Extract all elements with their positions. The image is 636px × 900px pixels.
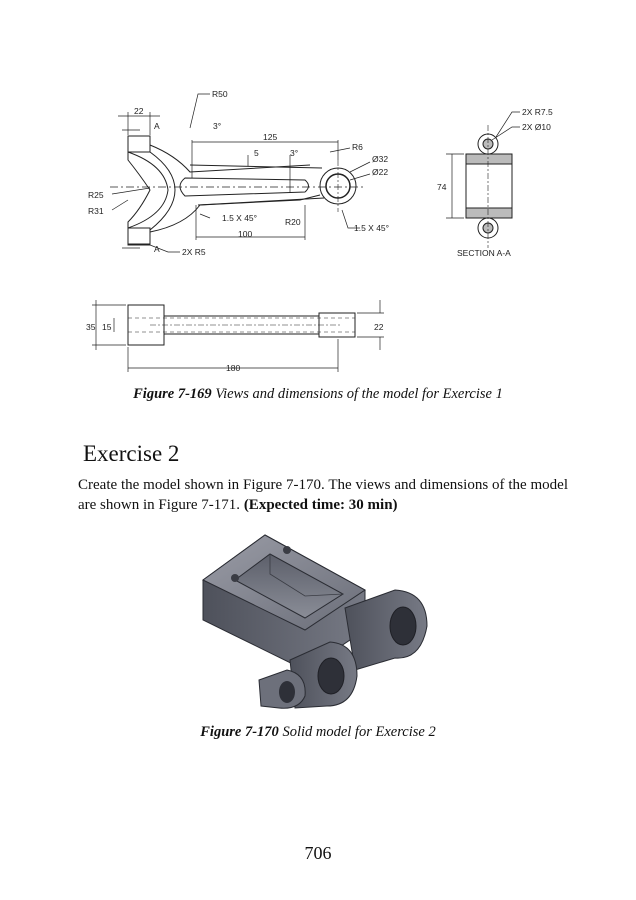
dim-a-top: A bbox=[154, 121, 160, 131]
dim-2x-dia10: 2X Ø10 bbox=[522, 122, 551, 132]
fork-arc-outer bbox=[128, 152, 168, 228]
dim-125: 125 bbox=[263, 132, 278, 142]
expected-time: (Expected time: 30 min) bbox=[243, 497, 398, 513]
side-right-block bbox=[319, 313, 355, 337]
section-top-hatch bbox=[466, 154, 512, 164]
model-front-lug-hole bbox=[318, 658, 344, 694]
dim-22-side: 22 bbox=[374, 322, 384, 332]
figure-7-169-drawing bbox=[0, 0, 636, 380]
dim-180: 180 bbox=[226, 363, 241, 373]
dim-dia32: Ø32 bbox=[372, 154, 389, 164]
dim-15: 15 bbox=[102, 322, 112, 332]
figure-7-169-caption bbox=[0, 386, 636, 403]
dim-5: 5 bbox=[254, 148, 259, 158]
caption-text: Views and dimensions of the model for Exercise 1 bbox=[211, 386, 503, 402]
dim-chamfer-left: 1.5 X 45° bbox=[222, 213, 258, 223]
exercise-text: Create the model shown in Figure 7-170. The views and dimensions of the model are shown in Figure 7-171. bbox=[78, 477, 568, 513]
dim-22: 22 bbox=[134, 106, 144, 116]
fork-arc-inner bbox=[150, 152, 175, 230]
page-number: 706 bbox=[304, 843, 332, 863]
dim-100: 100 bbox=[238, 229, 253, 239]
dim-r50: R50 bbox=[212, 89, 228, 99]
model-bottom-lug-hole bbox=[279, 681, 295, 703]
dim-chamfer-right: 1.5 X 45° bbox=[354, 223, 390, 233]
section-label: SECTION A-A bbox=[457, 248, 511, 258]
exercise-paragraph bbox=[78, 475, 568, 515]
model-right-lug-hole bbox=[390, 607, 416, 645]
rod-lower-edge bbox=[198, 198, 324, 205]
exercise-heading: Exercise 2 bbox=[83, 441, 180, 466]
dim-2x-r7-5: 2X R7.5 bbox=[522, 107, 553, 117]
fork-upper-arm bbox=[150, 136, 310, 172]
dim-angle-3-mid: 3° bbox=[290, 148, 299, 158]
model-corner-hole-left bbox=[231, 574, 239, 582]
dim-35: 35 bbox=[86, 322, 96, 332]
dim-angle-3-left: 3° bbox=[213, 121, 222, 131]
caption-text-170: Solid model for Exercise 2 bbox=[278, 724, 436, 740]
dim-r31: R31 bbox=[88, 206, 104, 216]
dim-74: 74 bbox=[437, 182, 447, 192]
caption-label: Figure 7-169 bbox=[133, 386, 212, 402]
dim-2x-r5: 2X R5 bbox=[182, 247, 206, 257]
section-bottom-hatch bbox=[466, 208, 512, 218]
fork-bottom-block bbox=[128, 228, 150, 244]
dim-r20: R20 bbox=[285, 217, 301, 227]
fork-top-block bbox=[128, 136, 150, 152]
dim-dia22: Ø22 bbox=[372, 167, 389, 177]
caption-label-170: Figure 7-170 bbox=[200, 724, 279, 740]
dim-r25: R25 bbox=[88, 190, 104, 200]
figure-7-170-solid-model bbox=[195, 530, 440, 710]
model-corner-hole-top bbox=[283, 546, 291, 554]
dim-a-bottom: A bbox=[154, 244, 160, 254]
figure-7-170-caption bbox=[0, 724, 636, 741]
dim-r6: R6 bbox=[352, 142, 363, 152]
